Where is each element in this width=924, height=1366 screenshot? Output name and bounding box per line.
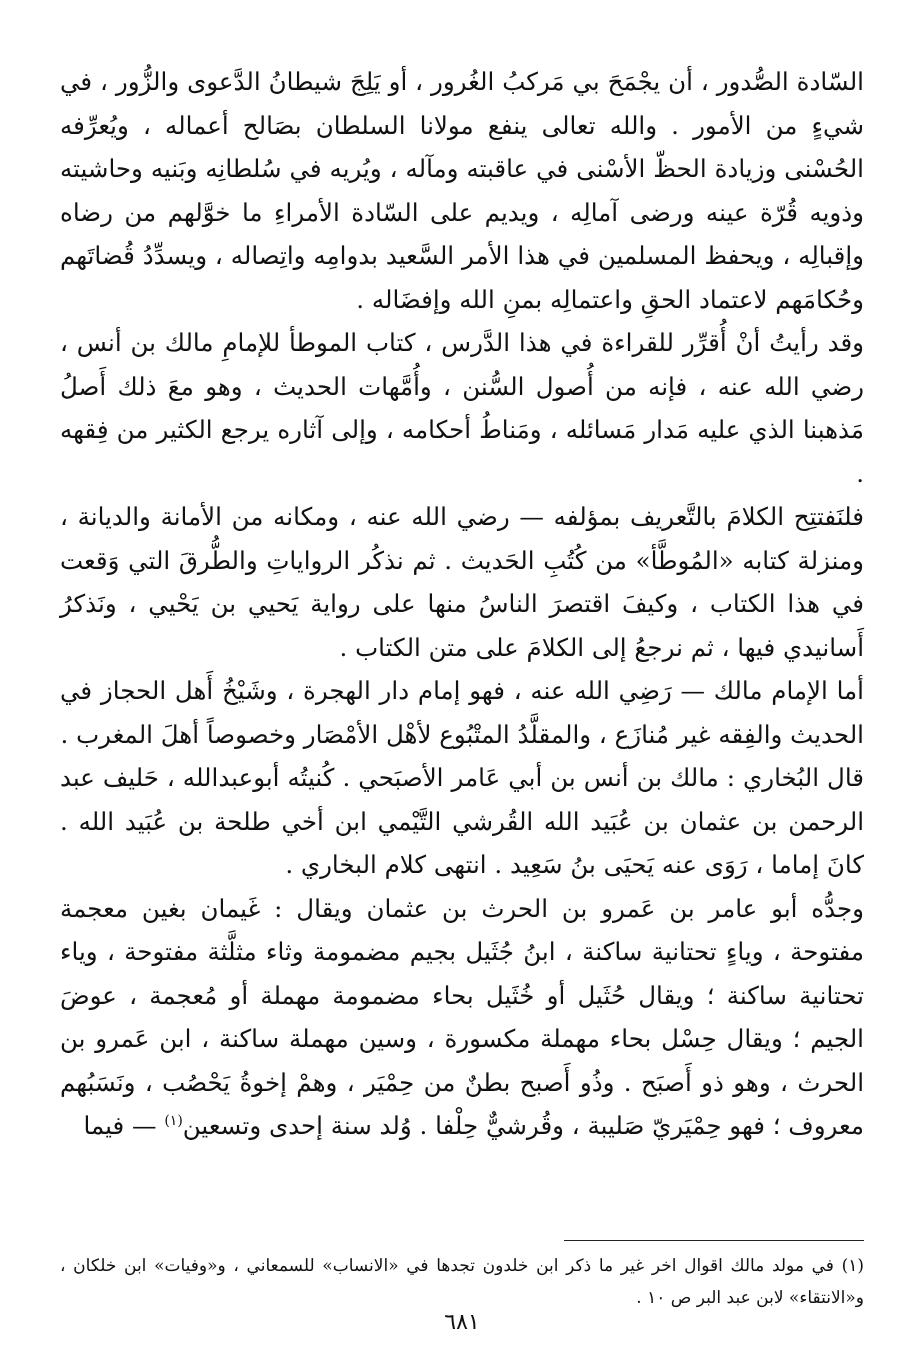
- paragraph-imam-malik: أما الإمام مالك — رَضِي الله عنه ، فهو إمام دار الهجرة ، وشَيْخُ أَهل الحجاز في الحديث والفِقه غير مُنازَع ، والمقلَّدُ المتْبُوع لأهْل الأمْصَار وخصوصاً أهلَ المغرب .: [60, 676, 864, 749]
- paragraph-plan: فلنَفتتِح الكلامَ بالتَّعريف بمؤلفه — رضي الله عنه ، ومكانه من الأمانة والديانة ، ومنزلة كتابه «المُوطَّأ» من كُتُبِ الحَديث . ثم نذكُر الرواياتِ والطُّرقَ التي وَقعت في هذا الكتاب ، وكيفَ اقتصرَ الناسُ منها على رواية يَحيي بن يَحْيي ، ونَذكرُ أَسانيدي فيها ، ثم نرجعُ إلى الكلامَ على متن الكتاب .: [60, 502, 864, 662]
- page: [60, 60, 864, 1335]
- footnote: (١) في مولد مالك اقوال اخر غير ما ذكر ابن خلدون تجدها في «الانساب» للسمعاني ، و«وفيات» ابن خلكان ، و«الانتقاء» لابن عبد البر ص ١٠ .: [60, 1256, 864, 1308]
- paragraph-closing-introduction: السّادة الصُّدور ، أن يجْمَحَ بي مَركبُ الغُرور ، أو يَلِجَ شيطانُ الدَّعوى والزُّور ، في شيءٍ من الأمور . والله تعالى ينفع مولانا السلطان بصَالح أعماله ، ويُعرِّفه الحُسْنى وزيادة الحظّ الأسْنى في عاقبته ومآله ، ويُريه في سُلطانِه وبَنيه وحاشيته وذويه قُرّة عينه ورضى آمالِه ، ويديم على السّادة الأمراءِ ما خوَّلهم من رضاه وإقبالِه ، ويحفظ المسلمين في هذا الأمر السَّعيد بدوامِه واتِصاله ، ويسدِّدُ قُضاتَهم وحُكامَهم لاعتماد الحقِ واعتمالِه بمنِ الله وإفضَاله .: [60, 67, 864, 314]
- page-number: ٦٨١: [444, 1310, 480, 1335]
- footnote-reference[interactable]: (١): [164, 1112, 183, 1129]
- paragraph-muwatta-choice: وقد رأيتُ أنْ أُقرِّر للقراءة في هذا الدَّرس ، كتاب الموطأ للإمامِ مالك بن أنس ، رضي الله عنه ، فإنه من أُصول السُّنن ، وأُمَّهات الحديث ، وهو معَ ذلك أَصلُ مَذهبنا الذي عليه مَدار مَسائله ، ومَناطُ أحكامه ، وإلى آثاره يرجع الكثير من فِقهه .: [60, 328, 864, 488]
- paragraph-genealogy: [60, 887, 864, 1148]
- paragraph-bukhari-quote: قال البُخاري : مالك بن أنس بن أبي عَامر الأصبَحي . كُنيتُه أبوعبدالله ، حَليف عبد الرحمن بن عثمان بن عُبَيد الله القُرشي التَّيْمي ابن أخي طلحة بن عُبَيد الله . كانَ إماما ، رَوَى عنه يَحيَى بنُ سَعِيد . انتهى كلام البخاري .: [60, 763, 864, 879]
- main-text: [60, 60, 864, 1148]
- genealogy-text: وجدُّه أبو عامر بن عَمرو بن الحرث بن عثمان ويقال : غَيمان بغين معجمة مفتوحة ، وياءٍ تحتانية ساكنة ، ابنُ جُثَيل بجيم مضمومة وثاء مثلَّثة مفتوحة ، وياء تحتانية ساكنة ؛ ويقال حُثَيل أو خُثَيل بحاء مضمومة مهملة أو مُعجمة ، عوضَ الجيم ؛ ويقال حِسْل بحاء مهملة مكسورة ، وسين مهملة ساكنة ، ابن عَمرو بن الحرث ، وهو ذو أَصبَح . وذُو أَصبح بطنٌ من حِمْيَر ، وهمْ إخوةُ يَحْصُب ، ونَسَبُهم معروف ؛ فهو حِمْيَريّ صَليبة ، وقُرشيٌّ حِلْفا . وُلد سنة إحدى وتسعين: [60, 893, 864, 1140]
- footnote-divider: [564, 1240, 864, 1241]
- genealogy-closing-phrase: — فيما: [83, 1111, 165, 1140]
